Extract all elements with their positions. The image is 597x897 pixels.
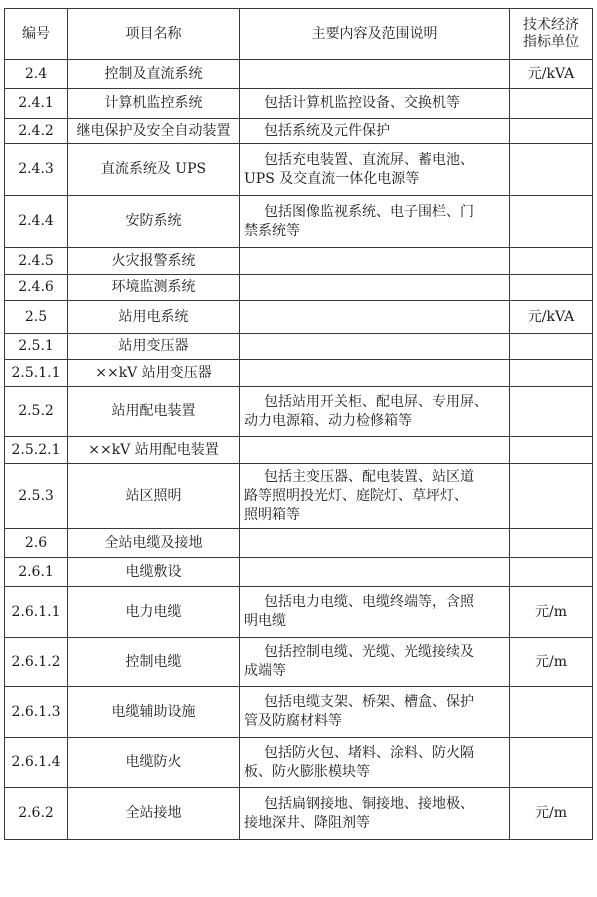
item-unit [510, 144, 593, 196]
item-unit [510, 248, 593, 275]
item-name: 站区照明 [68, 464, 240, 529]
item-unit [510, 89, 593, 119]
description-line: 包括扁钢接地、铜接地、接地极、 [264, 795, 474, 812]
item-code: 2.5.2 [5, 387, 68, 437]
item-description [240, 60, 510, 89]
item-name: 环境监测系统 [68, 275, 240, 301]
description-line: 包括站用开关柜、配电屏、专用屏、 [264, 393, 488, 410]
item-code: 2.6.1.2 [5, 638, 68, 687]
table-row [5, 89, 593, 119]
item-code: 2.5.1 [5, 334, 68, 360]
description-line: 包括控制电缆、光缆、光缆接续及 [264, 644, 474, 660]
table-row [5, 464, 593, 529]
item-description [240, 144, 510, 196]
item-unit: 元/kVA [510, 60, 593, 89]
table-row [5, 529, 593, 558]
item-code: 2.6 [5, 529, 68, 558]
item-unit [510, 437, 593, 464]
description-line: 照明箱等 [244, 506, 300, 523]
item-unit [510, 464, 593, 529]
item-name: 控制电缆 [68, 638, 240, 687]
item-unit [510, 360, 593, 387]
description-line: 明电缆 [244, 613, 286, 629]
item-description [240, 738, 510, 788]
item-code: 2.4.1 [5, 89, 68, 119]
item-unit [510, 738, 593, 788]
item-code: 2.4.2 [5, 119, 68, 144]
table-row [5, 60, 593, 89]
item-name: 控制及直流系统 [68, 60, 240, 89]
item-name: ××kV 站用变压器 [68, 360, 240, 387]
item-name: 全站电缆及接地 [68, 529, 240, 558]
item-name: 电缆敷设 [68, 558, 240, 587]
table-row [5, 301, 593, 334]
item-unit: 元/m [510, 638, 593, 687]
item-description [240, 334, 510, 360]
table-row [5, 587, 593, 638]
header-unit [510, 9, 593, 60]
table-row [5, 196, 593, 248]
item-code: 2.4.4 [5, 196, 68, 248]
description-line: 包括防火包、堵料、涂料、防火隔 [264, 744, 474, 761]
item-name: 安防系统 [68, 196, 240, 248]
table-row [5, 334, 593, 360]
item-name: 火灾报警系统 [68, 248, 240, 275]
description-line: 包括系统及元件保护 [264, 122, 390, 139]
item-code: 2.4.3 [5, 144, 68, 196]
item-unit [510, 687, 593, 738]
description-line: 包括主变压器、配电装置、站区道 [264, 468, 474, 485]
item-name: 站用电系统 [68, 301, 240, 334]
item-code: 2.6.1.1 [5, 587, 68, 638]
description-line: 板、防火膨胀模块等 [244, 763, 370, 780]
item-name: 电缆辅助设施 [68, 687, 240, 738]
item-description [240, 119, 510, 144]
item-name: 电力电缆 [68, 587, 240, 638]
header-name: 项目名称 [68, 9, 240, 60]
spec-table-page [4, 8, 592, 840]
description-line: 成端等 [244, 663, 286, 679]
item-code: 2.5.1.1 [5, 360, 68, 387]
description-line: 包括电缆支架、桥架、槽盒、保护 [264, 694, 474, 710]
item-name: 电缆防火 [68, 738, 240, 788]
item-unit: 元/m [510, 788, 593, 840]
item-description [240, 248, 510, 275]
description-line: 包括充电装置、直流屏、蓄电池、 [264, 151, 474, 168]
item-name: 直流系统及 UPS [68, 144, 240, 196]
description-line: 动力电源箱、动力检修箱等 [244, 412, 412, 429]
item-name: 站用配电装置 [68, 387, 240, 437]
description-line: 管及防腐材料等 [244, 713, 342, 729]
table-row [5, 437, 593, 464]
item-description [240, 387, 510, 437]
item-code: 2.6.1 [5, 558, 68, 587]
table-row [5, 738, 593, 788]
item-code: 2.5 [5, 301, 68, 334]
item-description [240, 275, 510, 301]
table-row [5, 248, 593, 275]
item-name: ××kV 站用配电装置 [68, 437, 240, 464]
table-row [5, 119, 593, 144]
item-description [240, 587, 510, 638]
item-unit [510, 275, 593, 301]
header-unit-line2: 指标单位 [523, 34, 579, 50]
description-line: 包括图像监视系统、电子围栏、门 [264, 203, 474, 220]
description-line: 禁系统等 [244, 222, 300, 239]
item-name: 全站接地 [68, 788, 240, 840]
item-unit [510, 558, 593, 587]
item-code: 2.6.2 [5, 788, 68, 840]
item-unit: 元/m [510, 587, 593, 638]
table-row [5, 638, 593, 687]
item-description [240, 529, 510, 558]
item-unit [510, 529, 593, 558]
item-code: 2.5.3 [5, 464, 68, 529]
cost-item-table [4, 8, 593, 840]
description-line: 接地深井、降阻剂等 [244, 814, 370, 831]
item-code: 2.6.1.4 [5, 738, 68, 788]
item-name: 计算机监控系统 [68, 89, 240, 119]
item-code: 2.4 [5, 60, 68, 89]
item-unit [510, 334, 593, 360]
item-unit: 元/kVA [510, 301, 593, 334]
item-description [240, 196, 510, 248]
table-row [5, 558, 593, 587]
header-unit-line1: 技术经济 [523, 17, 579, 33]
description-line: 包括电力电缆、电缆终端等，含照 [264, 594, 474, 610]
table-row [5, 360, 593, 387]
item-unit [510, 387, 593, 437]
item-name: 继电保护及安全自动装置 [68, 119, 240, 144]
table-row [5, 387, 593, 437]
item-description [240, 558, 510, 587]
item-code: 2.4.5 [5, 248, 68, 275]
item-code: 2.6.1.3 [5, 687, 68, 738]
item-description [240, 301, 510, 334]
table-body [5, 60, 593, 840]
table-header-row [5, 9, 593, 60]
item-description [240, 788, 510, 840]
table-row [5, 275, 593, 301]
table-row [5, 144, 593, 196]
item-description [240, 687, 510, 738]
item-description [240, 464, 510, 529]
item-name: 站用变压器 [68, 334, 240, 360]
item-description [240, 360, 510, 387]
header-desc: 主要内容及范围说明 [240, 9, 510, 60]
table-row [5, 788, 593, 840]
item-unit [510, 196, 593, 248]
header-code: 编号 [5, 9, 68, 60]
item-description [240, 638, 510, 687]
item-description [240, 437, 510, 464]
description-line: 路等照明投光灯、庭院灯、草坪灯、 [244, 487, 468, 504]
item-description [240, 89, 510, 119]
item-code: 2.5.2.1 [5, 437, 68, 464]
description-line: UPS 及交直流一体化电源等 [244, 170, 420, 187]
item-unit [510, 119, 593, 144]
description-line: 包括计算机监控设备、交换机等 [264, 95, 460, 111]
item-code: 2.4.6 [5, 275, 68, 301]
table-row [5, 687, 593, 738]
